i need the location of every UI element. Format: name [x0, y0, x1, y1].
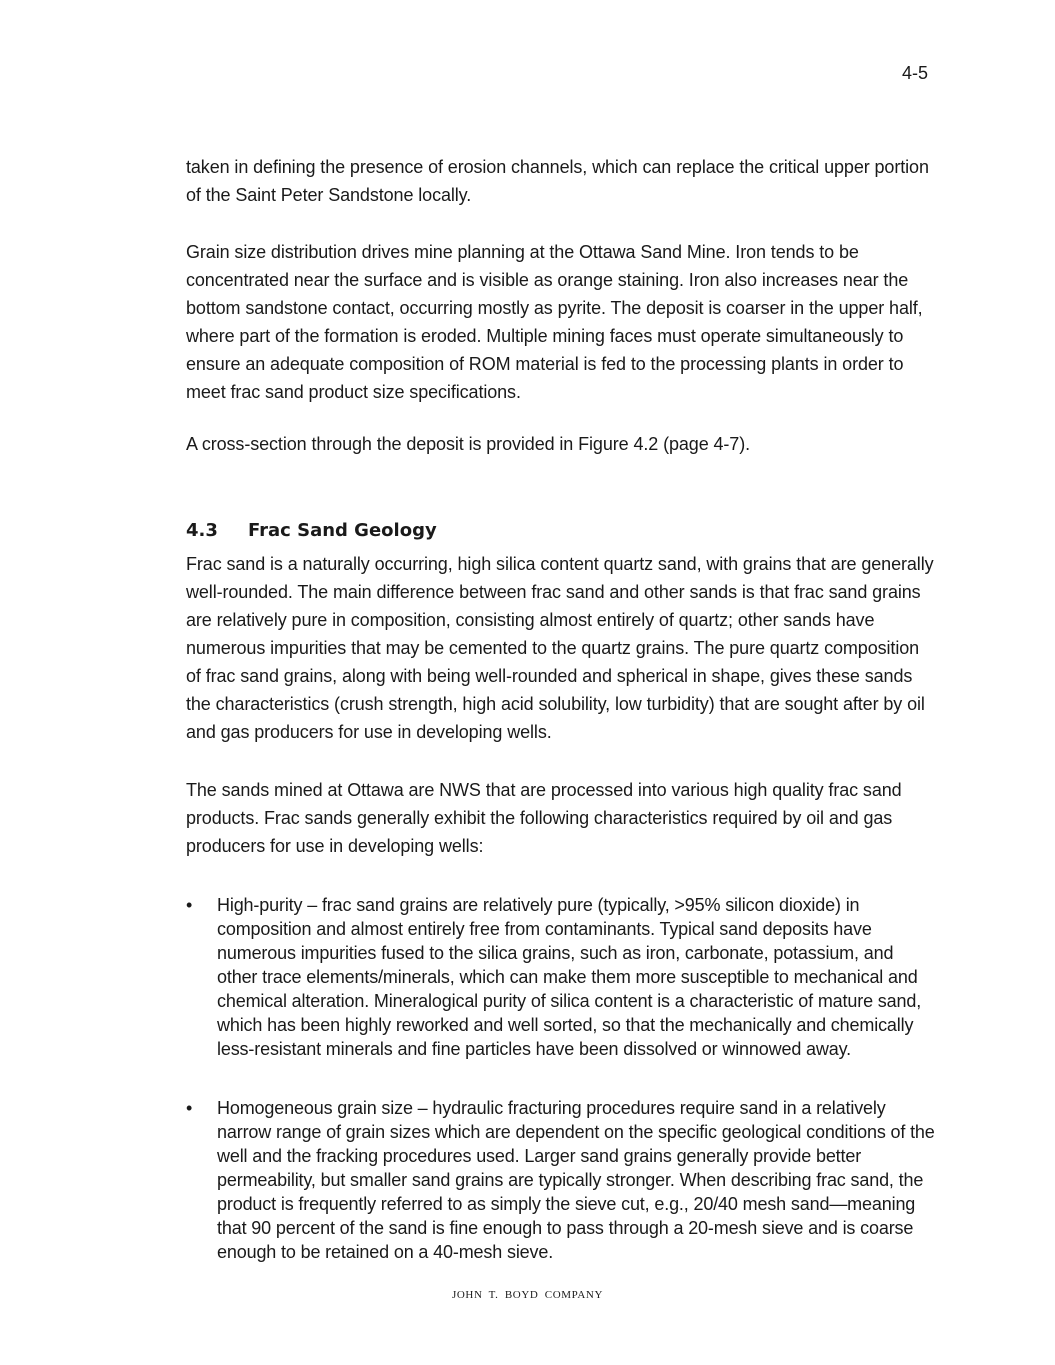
- page-number: 4-5: [902, 63, 929, 83]
- paragraph-grain-size: Grain size distribution drives mine planning at the Ottawa Sand Mine. Iron tends to be concentrated near the surface and is visible as orange staining. Iron also increases near the bottom sandstone contact, occurring mostly as pyrite. The deposit is coarser in the upper half, where part of the formation is eroded. Multiple mining faces must operate simultaneously to ensure an adequate composition of ROM material is fed to the processing plants in order to meet frac sand product size specifications.: [186, 242, 923, 402]
- footer-company: JOHN T. BOYD COMPANY: [452, 1289, 603, 1301]
- section-heading: [186, 519, 437, 543]
- bullet-text-homogeneous-grain-size: Homogeneous grain size – hydraulic fracturing procedures require sand in a relatively narrow range of grain sizes which are dependent on the specific geological conditions of the well and the fracking procedures used. Larger sand grains generally provide better permeability, but smaller sand grains are typically stronger. When describing frac sand, the product is frequently referred to as simply the sieve cut, e.g., 20/40 mesh sand—meaning that 90 percent of the sand is fine enough to pass through a 20-mesh sieve and is coarse enough to be retained on a 40-mesh sieve.: [217, 1098, 935, 1262]
- section-title: Frac Sand Geology: [248, 520, 437, 541]
- paragraph-frac-sand-definition: Frac sand is a naturally occurring, high silica content quartz sand, with grains that are generally well-rounded. The main difference between frac sand and other sands is that frac sand grains are relatively pure in composition, consisting almost entirely of quartz; other sands have numerous impurities that may be cemented to the quartz grains. The pure quartz composition of frac sand grains, along with being well-rounded and spherical in shape, gives these sands the characteristics (crush strength, high acid solubility, low turbidity) that are sought after by oil and gas producers for use in developing wells.: [186, 554, 934, 742]
- bullet-marker: •: [186, 895, 193, 915]
- bullet-item-homogeneous-grain-size: [186, 1096, 938, 1264]
- paragraph-erosion-channels: taken in defining the presence of erosion channels, which can replace the critical upper portion of the Saint Peter Sandstone locally.: [186, 157, 929, 205]
- bullet-item-high-purity: [186, 893, 938, 1061]
- paragraph-ottawa-sands: The sands mined at Ottawa are NWS that are processed into various high quality frac sand products. Frac sands generally exhibit the following characteristics required by oil and gas producers for use in developing wells:: [186, 780, 902, 856]
- bullet-list-purity: [186, 893, 938, 1061]
- bullet-list-grain-size: [186, 1096, 938, 1264]
- section-number: 4.3: [186, 520, 218, 541]
- paragraph-cross-section: A cross-section through the deposit is provided in Figure 4.2 (page 4-7).: [186, 434, 751, 454]
- bullet-text-high-purity: High-purity – frac sand grains are relatively pure (typically, >95% silicon dioxide) in composition and almost entirely free from contaminants. Typical sand deposits have numerous impurities fused to the silica grains, such as iron, carbonate, potassium, and other trace elements/minerals, which can make them more susceptible to mechanical and chemical alteration. Mineralogical purity of silica content is a characteristic of mature sand, which has been highly reworked and well sorted, so that the mechanically and chemically less-resistant minerals and fine particles have been dissolved or winnowed away.: [217, 895, 922, 1059]
- bullet-marker: •: [186, 1098, 193, 1118]
